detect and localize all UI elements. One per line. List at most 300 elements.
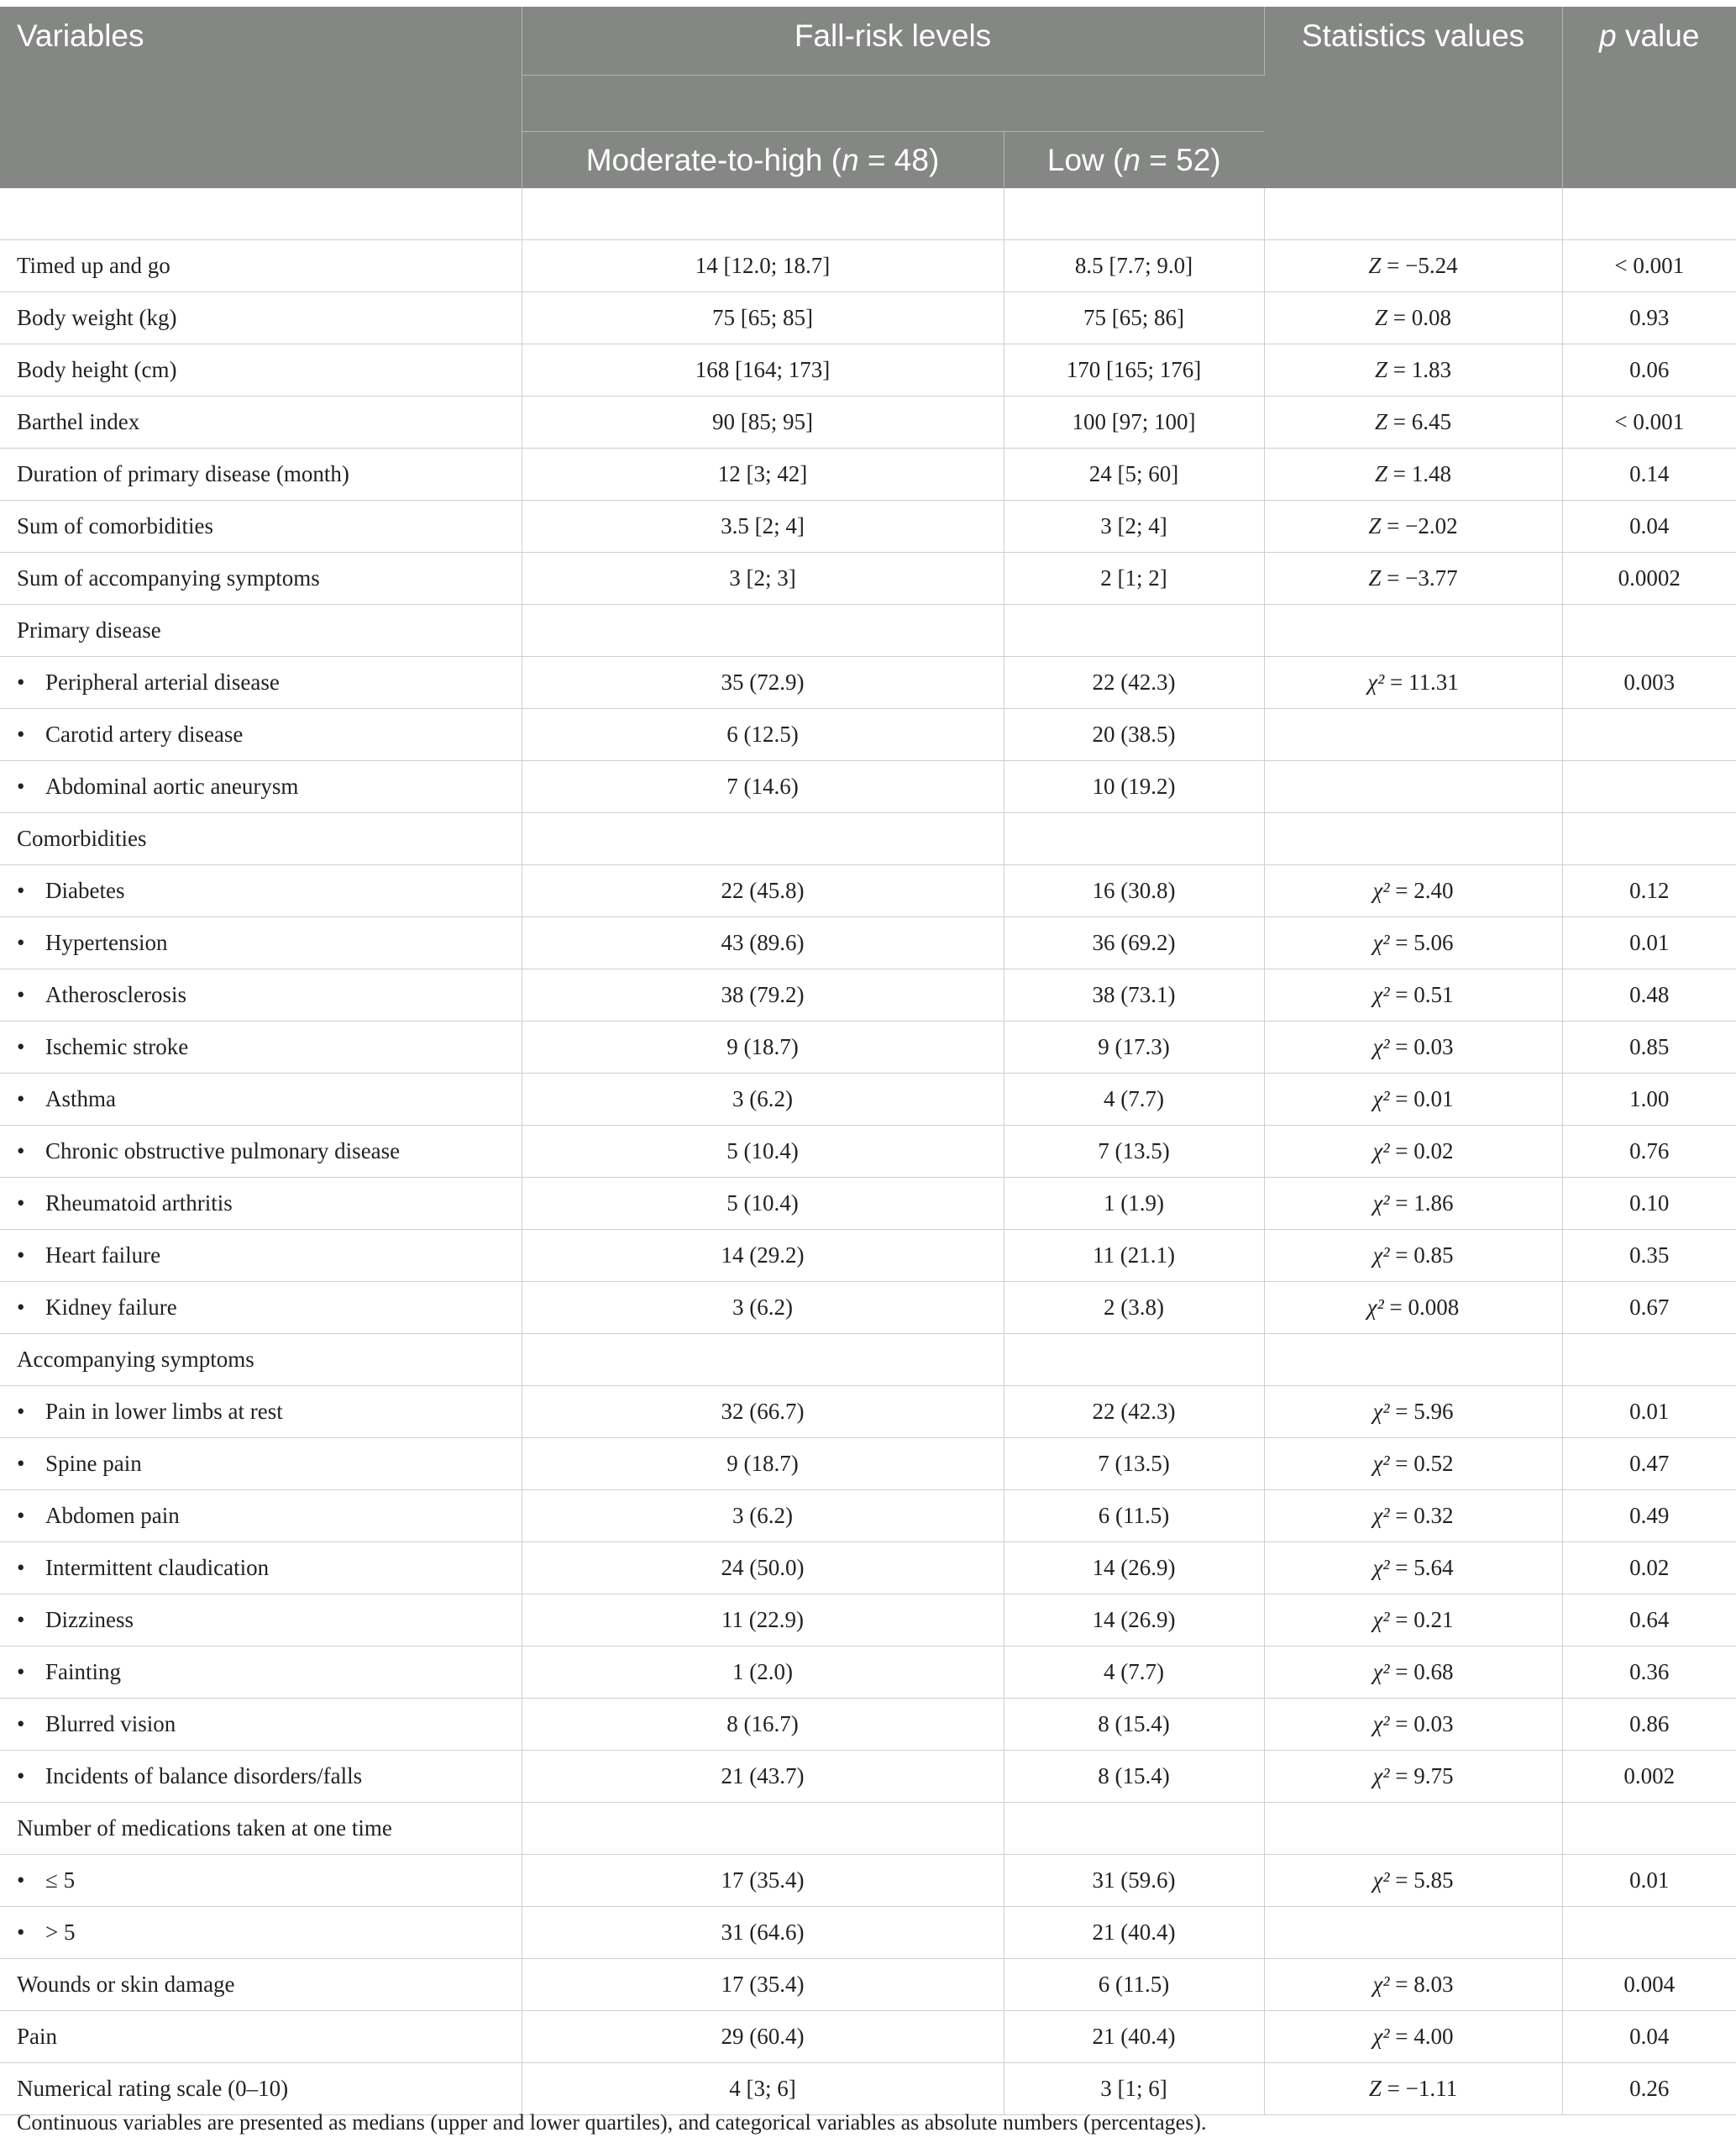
statistic-value: = −1.11	[1381, 2076, 1458, 2101]
cell-low: 21 (40.4)	[1004, 2011, 1264, 2063]
statistic-value: = 0.52	[1389, 1451, 1454, 1476]
statistic-symbol: χ²	[1372, 1399, 1390, 1424]
table-body	[0, 188, 1736, 2115]
cell-low: 8.5 [7.7; 9.0]	[1004, 240, 1264, 292]
row-label	[0, 1803, 522, 1855]
table-row	[0, 657, 1736, 709]
header-moderate-n: n	[842, 142, 859, 177]
table-row	[0, 1594, 1736, 1646]
cell-low: 8 (15.4)	[1004, 1751, 1264, 1803]
cell-low: 2 [1; 2]	[1004, 553, 1264, 605]
cell-statistic	[1264, 657, 1562, 709]
cell-low	[1004, 813, 1264, 865]
row-label	[0, 761, 522, 813]
cell-moderate-to-high: 17 (35.4)	[522, 1959, 1004, 2011]
row-label	[0, 969, 522, 1021]
table-row	[0, 344, 1736, 397]
statistic-value: = 5.06	[1389, 930, 1454, 955]
table-row	[0, 1542, 1736, 1594]
statistic-symbol: Z	[1375, 461, 1388, 486]
row-label-text: Fainting	[45, 1659, 122, 1684]
row-label	[0, 1438, 522, 1490]
cell-low: 7 (13.5)	[1004, 1438, 1264, 1490]
bullet-icon: •	[17, 878, 25, 903]
bullet-icon: •	[17, 1138, 25, 1163]
row-label	[0, 1646, 522, 1699]
statistic-symbol: Z	[1368, 565, 1382, 591]
cell-moderate-to-high: 1 (2.0)	[522, 1646, 1004, 1699]
table-row	[0, 1021, 1736, 1074]
cell-p-value: 0.85	[1562, 1021, 1736, 1074]
row-label-text: Hypertension	[45, 930, 168, 955]
cell-statistic	[1264, 1230, 1562, 1282]
row-label	[0, 1751, 522, 1803]
cell-moderate-to-high: 32 (66.7)	[522, 1386, 1004, 1438]
cell-moderate-to-high: 5 (10.4)	[522, 1126, 1004, 1178]
table-row	[0, 1803, 1736, 1855]
cell-p-value: 1.00	[1562, 1074, 1736, 1126]
row-label	[0, 1542, 522, 1594]
cell-moderate-to-high: 5 (10.4)	[522, 1178, 1004, 1230]
row-label	[0, 1386, 522, 1438]
cell-statistic	[1264, 240, 1562, 292]
row-label-text: Accompanying symptoms	[17, 1347, 254, 1372]
row-label-text: Primary disease	[17, 617, 161, 643]
row-label	[0, 1282, 522, 1334]
cell-p-value: 0.004	[1562, 1959, 1736, 2011]
cell-low: 11 (21.1)	[1004, 1230, 1264, 1282]
bullet-icon: •	[17, 722, 25, 747]
cell-p-value	[1562, 761, 1736, 813]
table-row	[0, 1074, 1736, 1126]
cell-p-value: 0.47	[1562, 1438, 1736, 1490]
cell-statistic	[1264, 1594, 1562, 1646]
cell-p-value: 0.01	[1562, 1386, 1736, 1438]
statistic-value: = 11.31	[1384, 670, 1459, 695]
statistic-symbol: Z	[1375, 305, 1388, 330]
statistic-symbol: Z	[1368, 513, 1382, 538]
cell-p-value	[1562, 188, 1736, 240]
cell-low: 16 (30.8)	[1004, 865, 1264, 917]
cell-p-value: 0.003	[1562, 657, 1736, 709]
row-label-text: Pain in lower limbs at rest	[45, 1399, 283, 1424]
cell-p-value	[1562, 1334, 1736, 1386]
bullet-icon: •	[17, 1555, 25, 1580]
cell-low	[1004, 1803, 1264, 1855]
row-label	[0, 1907, 522, 1959]
statistic-value: = 8.03	[1389, 1972, 1454, 1997]
cell-statistic	[1264, 761, 1562, 813]
cell-low: 100 [97; 100]	[1004, 397, 1264, 449]
cell-p-value: 0.14	[1562, 449, 1736, 501]
statistic-value: = 0.51	[1389, 982, 1454, 1007]
row-label	[0, 1855, 522, 1907]
cell-low: 14 (26.9)	[1004, 1594, 1264, 1646]
row-label	[0, 657, 522, 709]
row-label	[0, 2063, 522, 2115]
row-label-text: Intermittent claudication	[45, 1555, 270, 1580]
statistic-value: = 0.32	[1389, 1503, 1454, 1528]
cell-moderate-to-high	[522, 188, 1004, 240]
statistic-value: = 0.68	[1389, 1659, 1454, 1684]
row-label-text: Chronic obstructive pulmonary disease	[45, 1138, 401, 1163]
cell-p-value: 0.93	[1562, 292, 1736, 344]
bullet-icon: •	[17, 1086, 25, 1111]
row-label	[0, 344, 522, 397]
cell-moderate-to-high: 3 (6.2)	[522, 1074, 1004, 1126]
cell-moderate-to-high	[522, 1803, 1004, 1855]
statistic-symbol: χ²	[1372, 982, 1390, 1007]
cell-moderate-to-high: 29 (60.4)	[522, 2011, 1004, 2063]
cell-p-value: 0.01	[1562, 1855, 1736, 1907]
statistic-symbol: χ²	[1372, 1555, 1390, 1580]
cell-moderate-to-high: 90 [85; 95]	[522, 397, 1004, 449]
cell-moderate-to-high: 24 (50.0)	[522, 1542, 1004, 1594]
statistic-value: = 5.64	[1389, 1555, 1454, 1580]
cell-moderate-to-high: 4 [3; 6]	[522, 2063, 1004, 2115]
table-row	[0, 449, 1736, 501]
cell-p-value: 0.04	[1562, 2011, 1736, 2063]
cell-p-value: 0.10	[1562, 1178, 1736, 1230]
cell-low: 24 [5; 60]	[1004, 449, 1264, 501]
bullet-icon: •	[17, 774, 25, 799]
cell-p-value: < 0.001	[1562, 240, 1736, 292]
table-row	[0, 292, 1736, 344]
bullet-icon: •	[17, 1920, 25, 1945]
row-label-text: Body weight (kg)	[17, 305, 177, 330]
cell-low: 6 (11.5)	[1004, 1959, 1264, 2011]
statistic-value: = 1.48	[1387, 461, 1452, 486]
cell-low: 20 (38.5)	[1004, 709, 1264, 761]
cell-moderate-to-high: 75 [65; 85]	[522, 292, 1004, 344]
statistic-symbol: Z	[1368, 253, 1382, 278]
header-p-rest: value	[1616, 18, 1700, 53]
cell-p-value	[1562, 1907, 1736, 1959]
table-row	[0, 1751, 1736, 1803]
row-label	[0, 501, 522, 553]
cell-statistic	[1264, 292, 1562, 344]
cell-moderate-to-high: 17 (35.4)	[522, 1855, 1004, 1907]
row-label-text: Asthma	[45, 1086, 116, 1111]
cell-statistic	[1264, 1646, 1562, 1699]
bullet-icon: •	[17, 982, 25, 1007]
table-row	[0, 969, 1736, 1021]
cell-p-value: 0.002	[1562, 1751, 1736, 1803]
statistic-symbol: χ²	[1372, 1138, 1390, 1163]
table-row	[0, 1282, 1736, 1334]
row-label	[0, 449, 522, 501]
cell-statistic	[1264, 1386, 1562, 1438]
cell-p-value: 0.02	[1562, 1542, 1736, 1594]
row-label-text: > 5	[45, 1920, 76, 1945]
table-row	[0, 1438, 1736, 1490]
row-label	[0, 709, 522, 761]
cell-low: 9 (17.3)	[1004, 1021, 1264, 1074]
cell-low: 10 (19.2)	[1004, 761, 1264, 813]
row-label-text: Incidents of balance disorders/falls	[45, 1763, 363, 1788]
cell-p-value: 0.06	[1562, 344, 1736, 397]
row-label	[0, 1074, 522, 1126]
table-row	[0, 1959, 1736, 2011]
cell-statistic	[1264, 605, 1562, 657]
row-label	[0, 397, 522, 449]
statistic-symbol: Z	[1375, 409, 1388, 434]
bullet-icon: •	[17, 1607, 25, 1632]
statistic-value: = 0.08	[1387, 305, 1452, 330]
statistic-symbol: χ²	[1372, 1867, 1390, 1893]
cell-low: 4 (7.7)	[1004, 1074, 1264, 1126]
table-row	[0, 2063, 1736, 2115]
cell-statistic	[1264, 1542, 1562, 1594]
statistic-value: = 0.03	[1389, 1034, 1454, 1059]
row-label-text: ≤ 5	[45, 1867, 76, 1893]
statistic-value: = −2.02	[1381, 513, 1458, 538]
table-header	[0, 7, 1736, 188]
statistic-symbol: χ²	[1372, 1190, 1390, 1216]
table-row	[0, 865, 1736, 917]
statistic-value: = 5.85	[1389, 1867, 1454, 1893]
statistic-value: = 6.45	[1387, 409, 1452, 434]
statistic-symbol: χ²	[1367, 670, 1385, 695]
bullet-icon: •	[17, 1659, 25, 1684]
bullet-icon: •	[17, 1190, 25, 1216]
cell-moderate-to-high: 14 [12.0; 18.7]	[522, 240, 1004, 292]
cell-statistic	[1264, 2063, 1562, 2115]
cell-p-value: 0.12	[1562, 865, 1736, 917]
cell-moderate-to-high	[522, 1334, 1004, 1386]
table-row	[0, 2011, 1736, 2063]
header-statistics-values: Statistics values	[1264, 7, 1562, 188]
row-label-text: Timed up and go	[17, 253, 170, 278]
cell-statistic	[1264, 553, 1562, 605]
statistic-value: = 5.96	[1389, 1399, 1454, 1424]
cell-p-value: 0.49	[1562, 1490, 1736, 1542]
header-moderate-prefix: Moderate-to-high (	[585, 142, 842, 177]
cell-low: 22 (42.3)	[1004, 1386, 1264, 1438]
row-label	[0, 917, 522, 969]
row-label	[0, 605, 522, 657]
table-row	[0, 1126, 1736, 1178]
row-label	[0, 1334, 522, 1386]
row-label	[0, 2011, 522, 2063]
header-low-n: n	[1123, 142, 1141, 177]
cell-p-value: 0.36	[1562, 1646, 1736, 1699]
cell-low: 31 (59.6)	[1004, 1855, 1264, 1907]
row-label-text: Peripheral arterial disease	[45, 670, 280, 695]
header-p-symbol: p	[1599, 18, 1617, 53]
bullet-icon: •	[17, 1867, 25, 1893]
header-moderate-to-high	[522, 132, 1004, 189]
row-label-text: Sum of accompanying symptoms	[17, 565, 320, 591]
cell-p-value	[1562, 1803, 1736, 1855]
cell-p-value: < 0.001	[1562, 397, 1736, 449]
cell-moderate-to-high: 9 (18.7)	[522, 1021, 1004, 1074]
row-label-text: Wounds or skin damage	[17, 1972, 235, 1997]
bullet-icon: •	[17, 1399, 25, 1424]
cell-statistic	[1264, 397, 1562, 449]
cell-statistic	[1264, 1438, 1562, 1490]
table-row	[0, 553, 1736, 605]
cell-statistic	[1264, 917, 1562, 969]
bullet-icon: •	[17, 930, 25, 955]
row-label-text: Atherosclerosis	[45, 982, 186, 1007]
statistic-symbol: χ²	[1372, 1503, 1390, 1528]
row-label	[0, 1490, 522, 1542]
cell-moderate-to-high: 7 (14.6)	[522, 761, 1004, 813]
cell-moderate-to-high: 9 (18.7)	[522, 1438, 1004, 1490]
statistic-value: = 0.008	[1383, 1295, 1460, 1320]
cell-statistic	[1264, 344, 1562, 397]
cell-statistic	[1264, 1334, 1562, 1386]
table-row	[0, 605, 1736, 657]
row-label-text: Dizziness	[45, 1607, 134, 1632]
cell-moderate-to-high	[522, 605, 1004, 657]
statistic-value: = 9.75	[1389, 1763, 1454, 1788]
row-label	[0, 292, 522, 344]
cell-p-value	[1562, 813, 1736, 865]
cell-p-value: 0.26	[1562, 2063, 1736, 2115]
statistic-symbol: χ²	[1372, 1711, 1390, 1736]
bullet-icon: •	[17, 1295, 25, 1320]
cell-low: 36 (69.2)	[1004, 917, 1264, 969]
row-label	[0, 240, 522, 292]
cell-statistic	[1264, 1959, 1562, 2011]
cell-moderate-to-high: 3 (6.2)	[522, 1490, 1004, 1542]
cell-statistic	[1264, 1907, 1562, 1959]
statistic-symbol: χ²	[1372, 1451, 1390, 1476]
row-label-text: Rheumatoid arthritis	[45, 1190, 233, 1216]
cell-statistic	[1264, 501, 1562, 553]
cell-statistic	[1264, 709, 1562, 761]
statistic-value: = 0.02	[1389, 1138, 1454, 1163]
header-fall-risk-levels: Fall-risk levels	[522, 7, 1264, 76]
cell-moderate-to-high: 8 (16.7)	[522, 1699, 1004, 1751]
row-label-text: Ischemic stroke	[45, 1034, 189, 1059]
cell-low: 38 (73.1)	[1004, 969, 1264, 1021]
cell-statistic	[1264, 1855, 1562, 1907]
cell-statistic	[1264, 969, 1562, 1021]
cell-moderate-to-high: 3 [2; 3]	[522, 553, 1004, 605]
cell-moderate-to-high: 3 (6.2)	[522, 1282, 1004, 1334]
row-label-text: Number of medications taken at one time	[17, 1815, 392, 1841]
cell-statistic	[1264, 865, 1562, 917]
table-row	[0, 240, 1736, 292]
cell-low: 3 [1; 6]	[1004, 2063, 1264, 2115]
row-label-text: Duration of primary disease (month)	[17, 461, 349, 486]
cell-low: 170 [165; 176]	[1004, 344, 1264, 397]
table-row	[0, 1334, 1736, 1386]
statistic-symbol: χ²	[1372, 1607, 1390, 1632]
cell-moderate-to-high: 31 (64.6)	[522, 1907, 1004, 1959]
table-row	[0, 709, 1736, 761]
bullet-icon: •	[17, 1242, 25, 1268]
table-row	[0, 917, 1736, 969]
statistic-symbol: χ²	[1372, 1086, 1390, 1111]
cell-statistic	[1264, 188, 1562, 240]
header-p-value	[1562, 7, 1736, 188]
cell-p-value: 0.04	[1562, 501, 1736, 553]
cell-moderate-to-high: 38 (79.2)	[522, 969, 1004, 1021]
table-row	[0, 1386, 1736, 1438]
row-label-text: Barthel index	[17, 409, 140, 434]
cell-statistic	[1264, 1074, 1562, 1126]
table-row	[0, 1490, 1736, 1542]
bullet-icon: •	[17, 1763, 25, 1788]
cell-low	[1004, 1334, 1264, 1386]
bullet-icon: •	[17, 670, 25, 695]
header-low	[1004, 132, 1264, 189]
row-label-text: Diabetes	[45, 878, 125, 903]
cell-moderate-to-high: 35 (72.9)	[522, 657, 1004, 709]
cell-moderate-to-high: 3.5 [2; 4]	[522, 501, 1004, 553]
cell-p-value: 0.86	[1562, 1699, 1736, 1751]
cell-low: 22 (42.3)	[1004, 657, 1264, 709]
cell-low: 7 (13.5)	[1004, 1126, 1264, 1178]
header-low-prefix: Low (	[1046, 142, 1124, 177]
cell-p-value: 0.01	[1562, 917, 1736, 969]
cell-statistic	[1264, 1178, 1562, 1230]
table-row	[0, 1178, 1736, 1230]
table-row	[0, 188, 1736, 240]
cell-p-value: 0.76	[1562, 1126, 1736, 1178]
table-row	[0, 1855, 1736, 1907]
cell-low: 4 (7.7)	[1004, 1646, 1264, 1699]
cell-statistic	[1264, 1803, 1562, 1855]
cell-low: 1 (1.9)	[1004, 1178, 1264, 1230]
statistic-value: = 1.83	[1387, 357, 1452, 382]
cell-moderate-to-high: 14 (29.2)	[522, 1230, 1004, 1282]
table-row	[0, 397, 1736, 449]
table-row	[0, 501, 1736, 553]
table-footnote: Continuous variables are presented as medians (upper and lower quartiles), and categorical variables as absolute numbers (percentages).	[17, 2110, 1207, 2135]
row-label	[0, 1178, 522, 1230]
row-label-text: Comorbidities	[17, 826, 147, 851]
bullet-icon: •	[17, 1034, 25, 1059]
cell-p-value: 0.0002	[1562, 553, 1736, 605]
row-label	[0, 1594, 522, 1646]
cell-statistic	[1264, 1282, 1562, 1334]
cell-low: 14 (26.9)	[1004, 1542, 1264, 1594]
statistic-value: = 4.00	[1389, 2024, 1454, 2049]
table-row	[0, 1699, 1736, 1751]
cell-statistic	[1264, 2011, 1562, 2063]
statistic-symbol: χ²	[1372, 930, 1390, 955]
header-moderate-suffix: = 48)	[858, 142, 940, 177]
cell-moderate-to-high: 168 [164; 173]	[522, 344, 1004, 397]
bullet-icon: •	[17, 1711, 25, 1736]
header-low-suffix: = 52)	[1140, 142, 1221, 177]
statistic-value: = 0.03	[1389, 1711, 1454, 1736]
bullet-icon: •	[17, 1503, 25, 1528]
fall-risk-table	[0, 7, 1736, 2115]
table-container	[0, 7, 1736, 2115]
row-label-text: Sum of comorbidities	[17, 513, 213, 538]
statistic-value: = 0.85	[1389, 1242, 1454, 1268]
table-row	[0, 1646, 1736, 1699]
row-label	[0, 813, 522, 865]
row-label-text: Heart failure	[45, 1242, 161, 1268]
row-label	[0, 1959, 522, 2011]
statistic-symbol: Z	[1368, 2076, 1382, 2101]
cell-statistic	[1264, 1699, 1562, 1751]
cell-moderate-to-high: 6 (12.5)	[522, 709, 1004, 761]
cell-low: 8 (15.4)	[1004, 1699, 1264, 1751]
statistic-symbol: χ²	[1372, 878, 1390, 903]
cell-low	[1004, 605, 1264, 657]
row-label	[0, 1230, 522, 1282]
row-label-text: Numerical rating scale (0–10)	[17, 2076, 289, 2101]
cell-moderate-to-high: 12 [3; 42]	[522, 449, 1004, 501]
